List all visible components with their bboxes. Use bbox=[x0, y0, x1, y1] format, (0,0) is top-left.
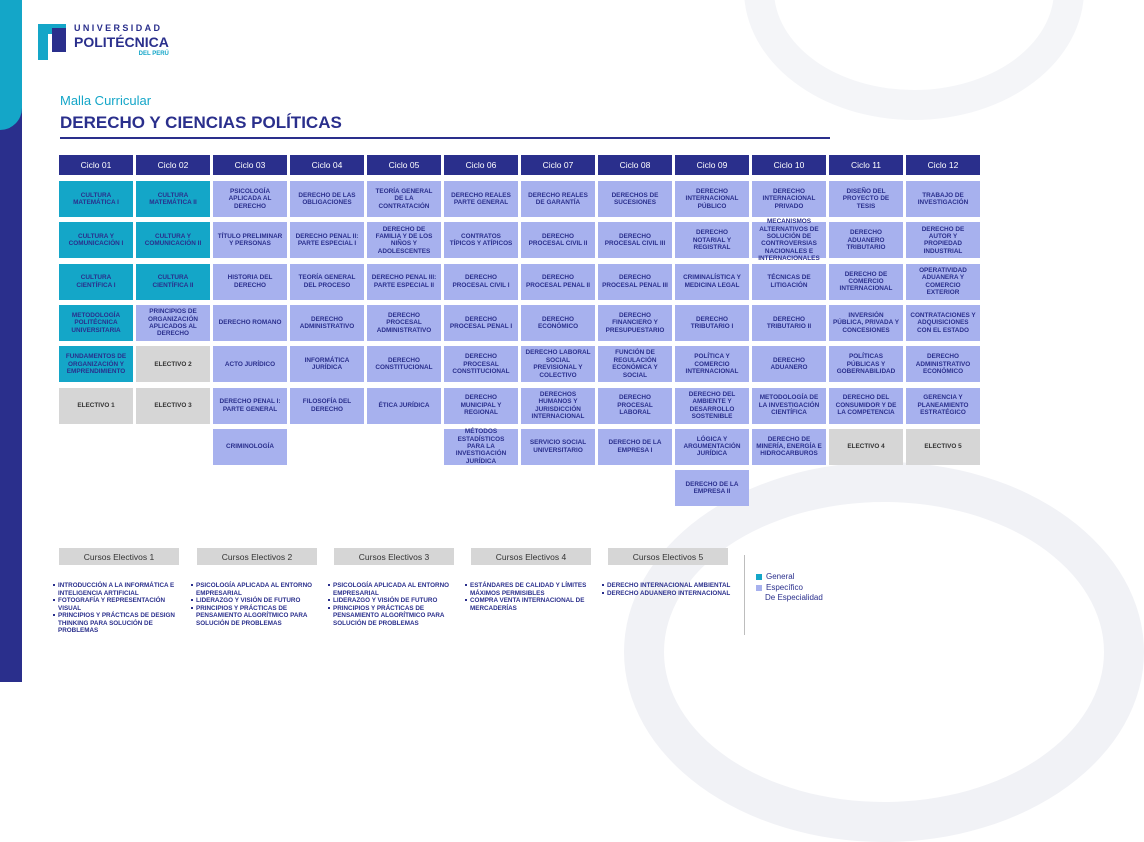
course-cell: INVERSIÓN PÚBLICA, PRIVADA Y CONCESIONES bbox=[829, 305, 903, 341]
elective-course-item: INTRODUCCIÓN A LA INFORMÁTICA E INTELIGENCIA ARTIFICIAL bbox=[53, 582, 185, 597]
elective-course-item: PRINCIPIOS Y PRÁCTICAS DE PENSAMIENTO ALGORÍTMICO PARA SOLUCIÓN DE PROBLEMAS bbox=[328, 605, 460, 628]
course-cell: MECANISMOS ALTERNATIVOS DE SOLUCIÓN DE CONTROVERSIAS NACIONALES E INTERNACIONALES bbox=[752, 222, 826, 258]
course-cell: DERECHO ADMINISTRATIVO bbox=[290, 305, 364, 341]
course-cell: DERECHO DE LAS OBLIGACIONES bbox=[290, 181, 364, 217]
course-cell: FUNDAMENTOS DE ORGANIZACIÓN Y EMPRENDIMIENTO bbox=[59, 346, 133, 382]
cycle-header: Ciclo 09 bbox=[675, 155, 749, 175]
course-cell: DERECHO REALES DE GARANTÍA bbox=[521, 181, 595, 217]
elective-course-item: FOTOGRAFÍA Y REPRESENTACIÓN VISUAL bbox=[53, 597, 185, 612]
course-cell: HISTORIA DEL DERECHO bbox=[213, 264, 287, 300]
course-cell: PRINCIPIOS DE ORGANIZACIÓN APLICADOS AL DERECHO bbox=[136, 305, 210, 341]
course-cell: DERECHO PENAL I: PARTE GENERAL bbox=[213, 388, 287, 424]
course-cell: DERECHO DEL AMBIENTE Y DESARROLLO SOSTENIBLE bbox=[675, 388, 749, 424]
cycle-header: Ciclo 02 bbox=[136, 155, 210, 175]
course-cell: SERVICIO SOCIAL UNIVERSITARIO bbox=[521, 429, 595, 465]
legend-general-swatch bbox=[756, 574, 762, 580]
course-cell: ACTO JURÍDICO bbox=[213, 346, 287, 382]
course-cell: POLÍTICA Y COMERCIO INTERNACIONAL bbox=[675, 346, 749, 382]
cycle-header: Ciclo 07 bbox=[521, 155, 595, 175]
logo-wordmark bbox=[74, 24, 169, 57]
course-cell: DERECHOS DE SUCESIONES bbox=[598, 181, 672, 217]
electives-list bbox=[191, 582, 323, 627]
course-cell: DERECHO ROMANO bbox=[213, 305, 287, 341]
elective-course-item: LIDERAZGO Y VISIÓN DE FUTURO bbox=[328, 597, 460, 605]
course-cell: TÍTULO PRELIMINAR Y PERSONAS bbox=[213, 222, 287, 258]
course-cell: MÉTODOS ESTADÍSTICOS PARA LA INVESTIGACIÓN JURÍDICA bbox=[444, 429, 518, 465]
course-cell: DERECHO DE FAMILIA Y DE LOS NIÑOS Y ADOLESCENTES bbox=[367, 222, 441, 258]
logo-line-2: POLITÉCNICA bbox=[74, 34, 169, 50]
course-cell: DERECHO DE COMERCIO INTERNACIONAL bbox=[829, 264, 903, 300]
course-cell: DERECHO PENAL III: PARTE ESPECIAL II bbox=[367, 264, 441, 300]
course-cell: ELECTIVO 2 bbox=[136, 346, 210, 382]
legend-general-label: General bbox=[766, 572, 795, 581]
electives-header: Cursos Electivos 2 bbox=[197, 548, 317, 565]
cycle-header: Ciclo 08 bbox=[598, 155, 672, 175]
course-cell: DERECHO PROCESAL CIVIL II bbox=[521, 222, 595, 258]
elective-course-item: PSICOLOGÍA APLICADA AL ENTORNO EMPRESARIAL bbox=[328, 582, 460, 597]
course-cell: TÉCNICAS DE LITIGACIÓN bbox=[752, 264, 826, 300]
course-cell: CULTURA Y COMUNICACIÓN II bbox=[136, 222, 210, 258]
legend bbox=[756, 571, 823, 604]
course-cell: DERECHO ECONÓMICO bbox=[521, 305, 595, 341]
background-swoosh-top bbox=[744, 0, 1084, 120]
course-cell: ÉTICA JURÍDICA bbox=[367, 388, 441, 424]
electives-header: Cursos Electivos 1 bbox=[59, 548, 179, 565]
course-cell: DERECHO DE LA EMPRESA II bbox=[675, 470, 749, 506]
course-cell: FILOSOFÍA DEL DERECHO bbox=[290, 388, 364, 424]
course-cell: DERECHO TRIBUTARIO I bbox=[675, 305, 749, 341]
page-title: DERECHO Y CIENCIAS POLÍTICAS bbox=[60, 113, 342, 132]
course-cell: DERECHO TRIBUTARIO II bbox=[752, 305, 826, 341]
cycle-header: Ciclo 10 bbox=[752, 155, 826, 175]
elective-course-item: DERECHO INTERNACIONAL AMBIENTAL bbox=[602, 582, 734, 590]
elective-course-item: PRINCIPIOS Y PRÁCTICAS DE DESIGN THINKING PARA SOLUCIÓN DE PROBLEMAS bbox=[53, 612, 185, 635]
course-cell: CULTURA CIENTÍFICA I bbox=[59, 264, 133, 300]
electives-header: Cursos Electivos 5 bbox=[608, 548, 728, 565]
course-cell: CRIMINOLOGÍA bbox=[213, 429, 287, 465]
course-cell: DERECHO PROCESAL CIVIL III bbox=[598, 222, 672, 258]
course-cell: DERECHO PROCESAL LABORAL bbox=[598, 388, 672, 424]
course-cell: METODOLOGÍA DE LA INVESTIGACIÓN CIENTÍFICA bbox=[752, 388, 826, 424]
course-cell: ELECTIVO 1 bbox=[59, 388, 133, 424]
elective-course-item: PSICOLOGÍA APLICADA AL ENTORNO EMPRESARIAL bbox=[191, 582, 323, 597]
electives-header: Cursos Electivos 3 bbox=[334, 548, 454, 565]
university-logo bbox=[38, 24, 169, 60]
elective-course-item: DERECHO ADUANERO INTERNACIONAL bbox=[602, 590, 734, 598]
electives-list bbox=[602, 582, 734, 597]
course-cell: DERECHO DE AUTOR Y PROPIEDAD INDUSTRIAL bbox=[906, 222, 980, 258]
course-cell: TEORÍA GENERAL DEL PROCESO bbox=[290, 264, 364, 300]
legend-general bbox=[756, 571, 823, 582]
course-cell: CONTRATACIONES Y ADQUISICIONES CON EL ESTADO bbox=[906, 305, 980, 341]
legend-specific-swatch bbox=[756, 585, 762, 591]
course-cell: DERECHOS HUMANOS Y JURISDICCIÓN INTERNACIONAL bbox=[521, 388, 595, 424]
course-cell: DERECHO PROCESAL PENAL III bbox=[598, 264, 672, 300]
electives-list bbox=[465, 582, 597, 612]
course-cell: CRIMINALÍSTICA Y MEDICINA LEGAL bbox=[675, 264, 749, 300]
legend-specific bbox=[756, 582, 823, 593]
logo-line-3: DEL PERÚ bbox=[138, 51, 169, 57]
left-accent-corner bbox=[0, 0, 22, 130]
course-cell: DERECHO ADUANERO bbox=[752, 346, 826, 382]
page-subtitle: Malla Curricular bbox=[60, 93, 152, 108]
course-cell: FUNCIÓN DE REGULACIÓN ECONÓMICA Y SOCIAL bbox=[598, 346, 672, 382]
course-cell: DERECHO INTERNACIONAL PÚBLICO bbox=[675, 181, 749, 217]
elective-course-item: ESTÁNDARES DE CALIDAD Y LÍMITES MÁXIMOS PERMISIBLES bbox=[465, 582, 597, 597]
course-cell: TEORÍA GENERAL DE LA CONTRATACIÓN bbox=[367, 181, 441, 217]
electives-header: Cursos Electivos 4 bbox=[471, 548, 591, 565]
course-cell: CULTURA Y COMUNICACIÓN I bbox=[59, 222, 133, 258]
course-cell: OPERATIVIDAD ADUANERA Y COMERCIO EXTERIOR bbox=[906, 264, 980, 300]
course-cell: INFORMÁTICA JURÍDICA bbox=[290, 346, 364, 382]
course-cell: DERECHO ADUANERO TRIBUTARIO bbox=[829, 222, 903, 258]
course-cell: METODOLOGÍA POLITÉCNICA UNIVERSITARIA bbox=[59, 305, 133, 341]
curriculum-grid bbox=[59, 155, 982, 505]
electives-list bbox=[328, 582, 460, 627]
course-cell: ELECTIVO 5 bbox=[906, 429, 980, 465]
logo-icon bbox=[38, 24, 66, 60]
course-cell: DERECHO LABORAL SOCIAL PREVISIONAL Y COLECTIVO bbox=[521, 346, 595, 382]
cycle-header: Ciclo 01 bbox=[59, 155, 133, 175]
cycle-header: Ciclo 03 bbox=[213, 155, 287, 175]
course-cell: DERECHO REALES PARTE GENERAL bbox=[444, 181, 518, 217]
elective-course-item: LIDERAZGO Y VISIÓN DE FUTURO bbox=[191, 597, 323, 605]
legend-divider bbox=[744, 555, 745, 635]
cycle-header: Ciclo 06 bbox=[444, 155, 518, 175]
course-cell: DERECHO INTERNACIONAL PRIVADO bbox=[752, 181, 826, 217]
cycle-header: Ciclo 05 bbox=[367, 155, 441, 175]
course-cell: DERECHO NOTARIAL Y REGISTRAL bbox=[675, 222, 749, 258]
course-cell: DERECHO DE LA EMPRESA I bbox=[598, 429, 672, 465]
cycle-header: Ciclo 11 bbox=[829, 155, 903, 175]
course-cell: DERECHO PROCESAL CIVIL I bbox=[444, 264, 518, 300]
course-cell: DERECHO PROCESAL ADMINISTRATIVO bbox=[367, 305, 441, 341]
course-cell: DERECHO PROCESAL PENAL II bbox=[521, 264, 595, 300]
course-cell: DERECHO PROCESAL CONSTITUCIONAL bbox=[444, 346, 518, 382]
legend-specific-label: Específico bbox=[766, 583, 803, 592]
legend-specialty-label: De Especialidad bbox=[765, 593, 823, 602]
title-divider bbox=[60, 137, 830, 139]
course-cell: DERECHO DE MINERÍA, ENERGÍA E HIDROCARBUROS bbox=[752, 429, 826, 465]
course-cell: ELECTIVO 4 bbox=[829, 429, 903, 465]
elective-course-item: PRINCIPIOS Y PRÁCTICAS DE PENSAMIENTO ALGORÍTMICO PARA SOLUCIÓN DE PROBLEMAS bbox=[191, 605, 323, 628]
elective-course-item: COMPRA VENTA INTERNACIONAL DE MERCADERÍAS bbox=[465, 597, 597, 612]
course-cell: POLÍTICAS PÚBLICAS Y GOBERNABILIDAD bbox=[829, 346, 903, 382]
course-cell: CULTURA CIENTÍFICA II bbox=[136, 264, 210, 300]
cycle-header: Ciclo 04 bbox=[290, 155, 364, 175]
logo-line-1: UNIVERSIDAD bbox=[74, 23, 163, 33]
course-cell: GERENCIA Y PLANEAMIENTO ESTRATÉGICO bbox=[906, 388, 980, 424]
course-cell: CULTURA MATEMÁTICA I bbox=[59, 181, 133, 217]
course-cell: CONTRATOS TÍPICOS Y ATÍPICOS bbox=[444, 222, 518, 258]
course-cell: CULTURA MATEMÁTICA II bbox=[136, 181, 210, 217]
course-cell: DERECHO CONSTITUCIONAL bbox=[367, 346, 441, 382]
course-cell: PSICOLOGÍA APLICADA AL DERECHO bbox=[213, 181, 287, 217]
course-cell: TRABAJO DE INVESTIGACIÓN bbox=[906, 181, 980, 217]
course-cell: LÓGICA Y ARGUMENTACIÓN JURÍDICA bbox=[675, 429, 749, 465]
course-cell: DERECHO DEL CONSUMIDOR Y DE LA COMPETENCIA bbox=[829, 388, 903, 424]
course-cell: DERECHO PROCESAL PENAL I bbox=[444, 305, 518, 341]
course-cell: DERECHO FINANCIERO Y PRESUPUESTARIO bbox=[598, 305, 672, 341]
course-cell: DERECHO ADMINISTRATIVO ECONÓMICO bbox=[906, 346, 980, 382]
electives-list bbox=[53, 582, 185, 635]
cycle-header: Ciclo 12 bbox=[906, 155, 980, 175]
course-cell: DISEÑO DEL PROYECTO DE TESIS bbox=[829, 181, 903, 217]
course-cell: DERECHO MUNICIPAL Y REGIONAL bbox=[444, 388, 518, 424]
course-cell: ELECTIVO 3 bbox=[136, 388, 210, 424]
course-cell: DERECHO PENAL II: PARTE ESPECIAL I bbox=[290, 222, 364, 258]
background-swoosh-bottom bbox=[624, 462, 1144, 842]
